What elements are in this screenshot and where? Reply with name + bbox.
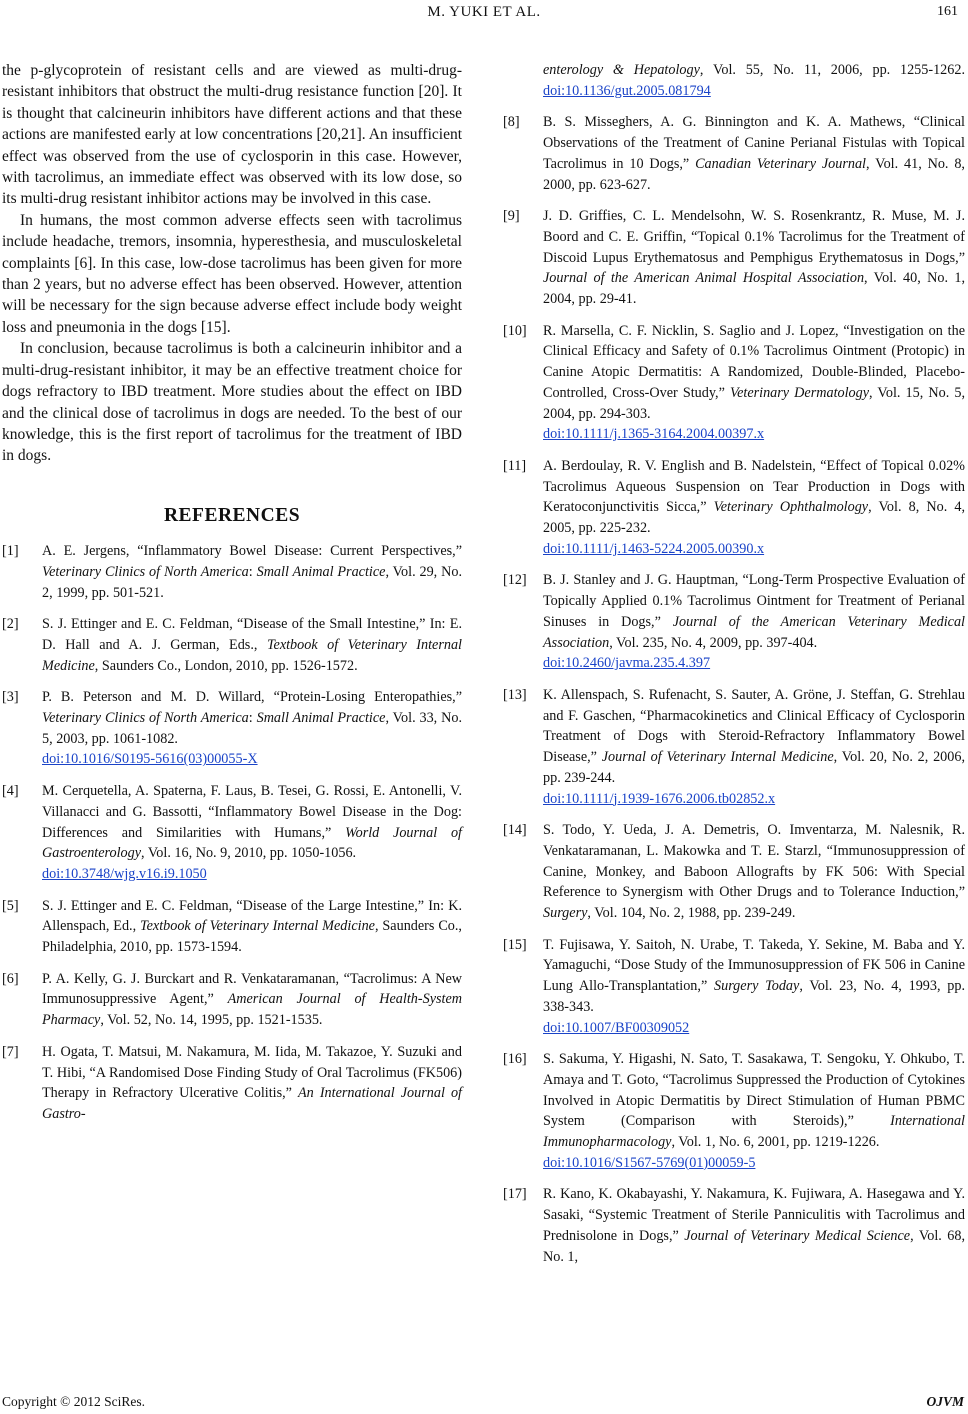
footer-journal-abbrev: OJVM: [926, 1394, 964, 1409]
reference-text: [42, 969, 462, 1031]
journal-title: Journal of Veterinary Internal Medicine: [601, 749, 834, 766]
reference-item: [503, 321, 965, 445]
reference-item: [2, 896, 462, 958]
reference-text: , Vol. 15, No. 5, 2004, pp. 294-303.: [543, 384, 965, 422]
reference-number: [1]: [2, 543, 19, 560]
reference-text: :: [248, 563, 257, 580]
reference-text: , Vol. 1, No. 6, 2001, pp. 1219-1226.: [671, 1134, 880, 1151]
reference-number: [15]: [503, 936, 527, 953]
journal-title: enterology & Hepatology: [543, 62, 700, 78]
reference-text: J. D. Griffies, C. L. Mendelsohn, W. S. Rosenkrantz, R. Muse, M. J. Boord and C. E. Griffin, “Topical 0.1% Tacrolimus for the Treatment of Discoid Lupus Erythematosus and Pemphigus Erythematosus in Dogs,”: [543, 208, 965, 266]
reference-text: M. Cerquetella, A. Spaterna, F. Laus, B. Tesei, G. Rossi, E. Antonelli, V. Villanacci and G. Bassotti, “Inflammatory Bowel Disease in the Dog: Differences and Similarities with Humans,”: [42, 783, 462, 841]
doi-link[interactable]: doi:10.1007/BF00309052: [543, 1019, 690, 1036]
journal-title: Veterinary Clinics of North America: [42, 563, 249, 580]
reference-item: [503, 1184, 965, 1267]
reference-text: , Vol. 41, No. 8, 2000, pp. 623-627.: [543, 155, 965, 193]
body-paragraph: In humans, the most common adverse effects seen with tacrolimus include headache, tremors, insomnia, hyperesthesia, and musculoskeletal complaints [6]. In this case, low-dose tacrolimus has been given for more than 2 years, but no adverse effect has been observed. However, attention will be necessary for the sign because adverse effect include body weight loss and pneumonia in the dogs [15].: [2, 211, 462, 336]
journal-title: Surgery: [543, 905, 588, 922]
reference-number: [3]: [2, 689, 19, 706]
reference-text: [543, 685, 965, 809]
reference-number: [17]: [503, 1186, 527, 1203]
reference-item: [2, 541, 462, 603]
reference-number: [16]: [503, 1051, 527, 1068]
reference-text: A. E. Jergens, “Inflammatory Bowel Disease: Current Perspectives,”: [42, 543, 462, 560]
reference-item: [503, 112, 965, 195]
reference-text: A. Berdoulay, R. V. English and B. Nadelstein, “Effect of Topical 0.02% Tacrolimus Aqueous Suspension on Tear Production in Dogs with Keratoconjunctivitis Sicca,”: [543, 457, 965, 516]
reference-item: [503, 456, 965, 560]
reference-item: [2, 614, 462, 676]
reference-text: [543, 935, 965, 1039]
journal-title: World Journal of Gastroenterology: [42, 824, 462, 862]
reference-text: [42, 614, 462, 676]
journal-title: An International Journal of Gastro-: [42, 1085, 462, 1122]
reference-number: [10]: [503, 322, 527, 339]
reference-text: [42, 896, 462, 958]
reference-text: , Vol. 8, No. 4, 2005, pp. 225-232.: [543, 499, 965, 537]
reference-item: [503, 1049, 965, 1173]
reference-text: S. Todo, Y. Ueda, J. A. Demetris, O. Imventarza, M. Nalesnik, R. Venkataramanan, L. Makowka and T. E. Starzl, “Immunosuppression of Canine, Monkey, and Baboon Allografts by FK 506: With Special Reference to Synergism with Other Drugs and to Tolerance Induction,”: [543, 822, 965, 901]
references-list-left: [2, 541, 462, 1125]
journal-title: Journal of the American Animal Hospital Association: [543, 270, 865, 287]
doi-link[interactable]: doi:10.1016/S0195-5616(03)00055-X: [42, 751, 258, 768]
doi-link[interactable]: doi:10.1016/S1567-5769(01)00059-5: [543, 1154, 756, 1171]
reference-text: , Vol. 235, No. 4, 2009, pp. 397-404.: [609, 634, 818, 651]
reference-number: [11]: [503, 457, 527, 474]
reference-number: [4]: [2, 783, 19, 800]
reference-text: :: [248, 710, 257, 727]
reference-text: T. Fujisawa, Y. Saitoh, N. Urabe, T. Takeda, Y. Sekine, M. Baba and Y. Yamaguchi, “Dose Study of the Immunosuppression of FK 506 in Canine Lung Allo-Transplantation,”: [543, 936, 965, 995]
reference-text: [42, 1042, 462, 1125]
journal-title: Journal of the American Veterinary Medical Association: [543, 613, 965, 651]
journal-title: Veterinary Ophthalmology: [713, 499, 869, 516]
journal-title: Small Animal Practice: [256, 563, 386, 580]
reference-text: P. B. Peterson and M. D. Willard, “Protein-Losing Enteropathies,”: [42, 689, 462, 706]
reference-text: S. Sakuma, Y. Higashi, N. Sato, T. Sasakawa, T. Sengoku, Y. Ohkubo, T. Amaya and T. Goto, “Tacrolimus Suppressed the Production of Cytokines Involved in Atopic Dermatitis by Direct Stimulation of Human PBMC System (Comparison with Steroids),”: [543, 1051, 965, 1130]
journal-title: Small Animal Practice: [256, 710, 386, 727]
reference-text: [543, 1184, 965, 1267]
reference-number: [14]: [503, 822, 527, 839]
reference-text: P. A. Kelly, G. J. Burckart and R. Venkataramanan, “Tacrolimus: A New Immunosuppressive Agent,”: [42, 970, 462, 1008]
reference-text: , Vol. 33, No. 5, 2003, pp. 1061-1082.: [42, 710, 462, 747]
reference-text: B. S. Misseghers, A. G. Binnington and K. A. Mathews, “Clinical Observations of the Treatment of Canine Perianal Fistulas with Topical Tacrolimus in 10 Dogs,”: [543, 114, 965, 172]
body-paragraph: In conclusion, because tacrolimus is both a calcineurin inhibitor and a multi-drug-resistant inhibitor, it may be an effective treatment choice for dogs refractory to IBD treatment. More studies about the effect on IBD and the clinical dose of tacrolimus in dogs are needed. To the best of our knowledge, this is the first report of tacrolimus for the treatment of IBD in dogs.: [2, 340, 462, 465]
doi-link[interactable]: doi:10.1111/j.1463-5224.2005.00390.x: [543, 540, 765, 557]
reference-text: [543, 206, 965, 310]
references-heading: REFERENCES: [163, 504, 301, 526]
reference-text: S. J. Ettinger and E. C. Feldman, “Disease of the Small Intestine,” In: E. D. Hall and A. J. German, Eds.,: [42, 616, 462, 653]
reference-text: , Saunders Co., London, 2010, pp. 1526-1572.: [94, 657, 358, 674]
reference-number: [8]: [503, 114, 520, 131]
reference-text: [42, 541, 462, 603]
reference-item: [503, 935, 965, 1039]
reference-number: [9]: [503, 208, 520, 225]
reference-text: K. Allenspach, S. Rufenacht, S. Sauter, A. Gröne, J. Steffan, G. Strehlau and F. Gaschen, “Pharmacokinetics and Clinical Efficacy of Cyclosporin Treatment of Dogs with Steroid-Refractory Inflammatory Bowel Disease,”: [543, 686, 965, 766]
right-column: [503, 60, 965, 1278]
reference-text: , Vol. 104, No. 2, 1988, pp. 239-249.: [587, 905, 796, 922]
reference-text: S. J. Ettinger and E. C. Feldman, “Disease of the Large Intestine,” In: K. Allenspach, Ed.,: [42, 897, 462, 935]
reference-text: [42, 781, 462, 885]
reference-text: , Vol. 20, No. 2, 2006, pp. 239-244.: [543, 749, 965, 786]
doi-link[interactable]: doi:10.1111/j.1365-3164.2004.00397.x: [543, 426, 765, 443]
reference-text: , Vol. 52, No. 14, 1995, pp. 1521-1535.: [100, 1012, 323, 1029]
reference-number: [7]: [2, 1043, 19, 1060]
reference-text: , Vol. 29, No. 2, 1999, pp. 501-521.: [42, 563, 462, 601]
doi-link[interactable]: doi:10.3748/wjg.v16.i9.1050: [42, 865, 207, 882]
reference-item: [2, 687, 462, 770]
doi-link[interactable]: doi:10.1136/gut.2005.081794: [543, 82, 711, 99]
reference-text: , Vol. 40, No. 1, 2004, pp. 29-41.: [543, 270, 965, 308]
reference-text: [543, 570, 965, 674]
journal-title: International Immunopharmacology: [543, 1113, 965, 1151]
journal-title: Textbook of Veterinary Internal Medicine: [42, 636, 462, 674]
reference-item: [503, 685, 965, 809]
reference-text: [543, 1049, 965, 1173]
reference-item: [2, 969, 462, 1031]
reference-continuation: [503, 60, 965, 101]
reference-item: [503, 820, 965, 924]
left-column: [2, 60, 462, 1136]
reference-text: [543, 321, 965, 445]
reference-text: [42, 687, 462, 770]
reference-item: [503, 570, 965, 674]
journal-title: Veterinary Clinics of North America: [42, 710, 249, 727]
journal-title: Journal of Veterinary Medical Science: [684, 1227, 911, 1244]
reference-text: B. J. Stanley and J. G. Hauptman, “Long-Term Prospective Evaluation of Topically Applied 0.1% Tacrolimus Ointment for Treatment of Perianal Sinuses in Dogs,”: [543, 572, 965, 630]
reference-text: R. Kano, K. Okabayashi, Y. Nakamura, K. Fujiwara, A. Hasegawa and Y. Sasaki, “Systemic Treatment of Sterile Panniculitis with Tacrolimus and Prednisolone in Dogs,”: [543, 1186, 965, 1244]
reference-text: R. Marsella, C. F. Nicklin, S. Saglio and J. Lopez, “Investigation on the Clinical Efficacy and Safety of 0.1% Tacrolimus Ointment (Protopic) in Canine Atopic Dermatitis: A Randomized, Double-Blinded, Placebo-Controlled, Cross-Over Study,”: [543, 322, 965, 401]
reference-item: [2, 781, 462, 885]
reference-text: , Vol. 16, No. 9, 2010, pp. 1050-1056.: [141, 845, 357, 862]
journal-title: Surgery Today: [714, 978, 800, 995]
doi-link[interactable]: doi:10.2460/javma.235.4.397: [543, 655, 711, 672]
references-list-right: [503, 112, 965, 1267]
doi-link[interactable]: doi:10.1111/j.1939-1676.2006.tb02852.x: [543, 790, 776, 807]
footer-copyright: Copyright © 2012 SciRes.: [2, 1394, 146, 1409]
reference-number: [5]: [2, 897, 19, 914]
body-paragraph: the p-glycoprotein of resistant cells and are viewed as multi-drug-resistant inhibitors that obstruct the multi-drug resistance function [20]. It is thought that calcineurin inhibitors have different actions and that these actions are manifested early at low concentrations [20,21]. An insufficient effect was observed from the use of cyclosporin in this case. However, with tacrolimus, an immediate effect was observed with its low dose, so its multi-drug resistant inhibitor actions may be involved in this case.: [2, 62, 462, 208]
reference-text: , Saunders Co., Philadelphia, 2010, pp. 1573-1594.: [42, 918, 462, 956]
reference-number: [12]: [503, 572, 527, 589]
running-header-author: M. YUKI ET AL.: [427, 4, 541, 20]
reference-text: H. Ogata, T. Matsui, M. Nakamura, M. Iida, M. Takazoe, Y. Suzuki and T. Hibi, “A Randomised Dose Finding Study of Oral Tacrolimus (FK506) Therapy in Refractory Ulcerative Colitis,”: [42, 1043, 462, 1102]
reference-text: [543, 820, 965, 924]
journal-title: American Journal of Health-System Pharmacy: [42, 991, 462, 1029]
journal-title: Canadian Veterinary Journal: [695, 155, 866, 172]
journal-title: Textbook of Veterinary Internal Medicine: [140, 918, 375, 935]
reference-number: [2]: [2, 616, 19, 633]
reference-number: [13]: [503, 686, 527, 703]
reference-text: [543, 456, 965, 560]
reference-item: [2, 1042, 462, 1125]
reference-item: [503, 206, 965, 310]
reference-text: , Vol. 23, No. 4, 1993, pp. 338-343.: [543, 978, 965, 1015]
reference-text: , Vol. 55, No. 11, 2006, pp. 1255-1262.: [699, 62, 965, 78]
page-number: 161: [937, 4, 958, 19]
reference-text: [543, 112, 965, 195]
journal-title: Veterinary Dermatology: [729, 384, 870, 401]
reference-text: , Vol. 68, No. 1,: [543, 1227, 965, 1265]
reference-number: [6]: [2, 970, 19, 987]
